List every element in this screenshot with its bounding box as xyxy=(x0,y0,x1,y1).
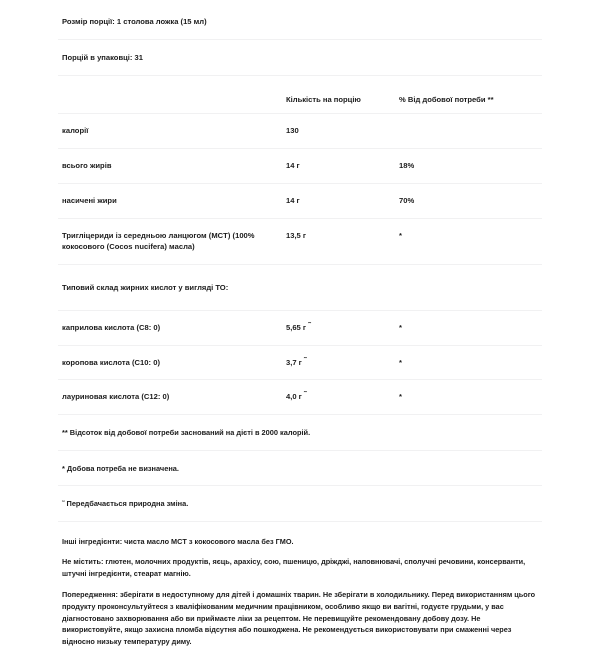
table-row xyxy=(58,219,542,266)
nutrient-daily-value xyxy=(399,114,542,136)
nutrient-daily-value: 70% xyxy=(399,195,415,205)
nutrient-amount xyxy=(286,311,399,345)
nutrient-amount: 14 г xyxy=(286,195,300,205)
fatty-acid-section-label: Типовий склад жирних кислот у вигляді ТО: xyxy=(58,265,542,311)
nutrient-name: лауриновая кислота (C12: 0) xyxy=(62,392,170,402)
footnote-daily-value-basis: ** Відсоток від добової потреби заснований на дієті в 2000 калорій. xyxy=(58,415,542,450)
variation-mark: ˜ xyxy=(303,390,307,400)
nutrient-amount: 13,5 г xyxy=(286,230,307,240)
nutrient-amount: 14 г xyxy=(286,161,300,171)
footnote-natural-variation: ˜ Передбачається природна зміна. xyxy=(58,486,542,521)
nutrient-daily-value: * xyxy=(399,392,402,402)
table-header-row xyxy=(58,76,542,115)
nutrient-amount-value: 3,7 г xyxy=(286,357,302,367)
nutrient-amount xyxy=(286,346,399,380)
table-row xyxy=(58,114,542,149)
nutrient-daily-value: 18% xyxy=(399,161,415,171)
other-ingredients-paragraph: Інші інгредієнти: чиста масло MCT з кокосового масла без ГМО. xyxy=(62,536,294,546)
table-row xyxy=(58,380,542,415)
variation-mark: ˜ xyxy=(308,320,311,330)
servings-per-container-row: Порцій в упаковці: 31 xyxy=(58,40,542,76)
footnote-daily-value-not-established: * Добова потреба не визначена. xyxy=(58,451,542,486)
ingredients-text-block xyxy=(58,522,542,648)
serving-size-row: Розмір порції: 1 столова ложка (15 мл) xyxy=(58,0,542,40)
nutrient-name: насичені жири xyxy=(62,195,117,205)
nutrient-amount-value: 4,0 г xyxy=(286,392,302,402)
table-row xyxy=(58,184,542,219)
nutrient-name: всього жирів xyxy=(62,161,112,171)
warning-paragraph: Попередження: зберігати в недоступному для дітей і домашніх тварин. Не зберігати в холодильнику. Перед використанням цього продукту проконсультуйтеся з кваліфікованим медичним працівником, особливо якщо ви вагітні, годуєте грудьми, у вас діагностовано захворювання або ви приймаєте ліки за рецептом. Не перевищуйте рекомендовану добову дозу. Не використовуйте, якщо захисна пломба відсутня або пошкоджена. Не рекомендується використовувати при смаженні через відносно низьку температуру диму. xyxy=(62,590,536,647)
nutrient-name: коропова кислота (C10: 0) xyxy=(62,357,161,367)
table-row xyxy=(58,346,542,381)
nutrient-name: каприлова кислота (C8: 0) xyxy=(62,322,161,332)
nutrient-amount: 130 xyxy=(286,126,299,136)
column-header-daily-value: % Від добової потреби ** xyxy=(399,94,494,104)
nutrient-name: калорії xyxy=(62,126,89,136)
nutrient-name: Тригліцериди із середньою ланцюгом (MCT) (100% кокосового (Cocos nucifera) масла) xyxy=(62,230,255,252)
table-row xyxy=(58,149,542,184)
free-from-paragraph: Не містить: глютен, молочних продуктів, яєць, арахісу, сою, пшеницю, дріжджі, наповнювачі, сполучні речовини, консерванти, штучні інгредієнти, стеарат магнію. xyxy=(62,557,526,579)
nutrient-daily-value: * xyxy=(399,230,402,240)
table-row xyxy=(58,311,542,346)
nutrient-amount-value: 5,65 г xyxy=(286,322,307,332)
nutrient-amount xyxy=(286,380,399,414)
nutrient-daily-value: * xyxy=(399,322,402,332)
nutrient-daily-value: * xyxy=(399,357,402,367)
variation-mark: ˜ xyxy=(303,355,307,365)
column-header-amount-per-serving: Кількість на порцію xyxy=(286,94,361,104)
